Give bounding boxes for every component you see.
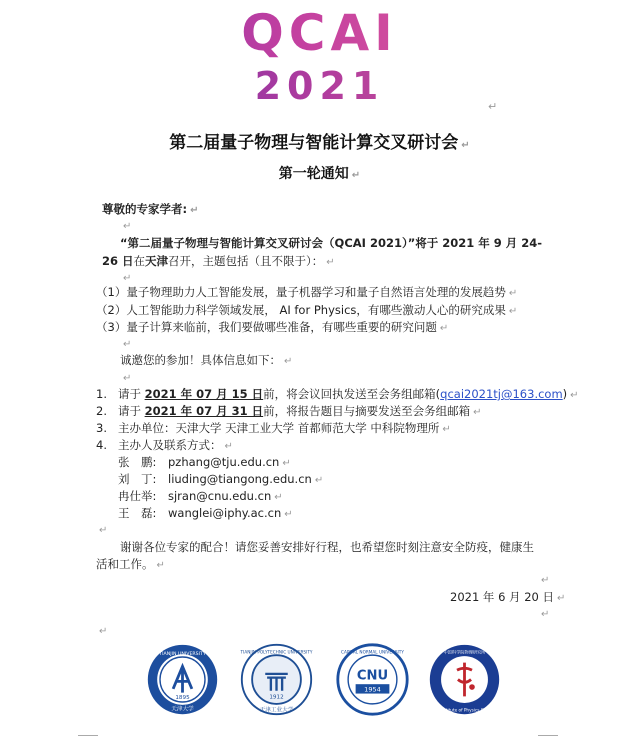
empty-paragraph [120, 270, 131, 284]
paragraph-mark-icon: ↵ [439, 323, 449, 334]
paragraph-mark-icon: ↵ [282, 458, 291, 469]
svg-text:TIANJIN UNIVERSITY: TIANJIN UNIVERSITY [159, 652, 206, 658]
paragraph-mark-icon: ↵ [284, 509, 293, 520]
paragraph-mark-icon: ↵ [123, 273, 132, 284]
thanks-line-1: 谢谢各位专家的配合！请您妥善安排好行程，也希望您时刻注意安全防疫，健康生 [120, 540, 534, 554]
organizer-logos [145, 642, 505, 722]
svg-text:1912: 1912 [269, 694, 284, 701]
empty-paragraph [96, 623, 107, 637]
paragraph-mark-icon: ↵ [570, 390, 579, 401]
cnu-logo-icon [335, 642, 410, 717]
intro-line-2: 26 日在天津召开，主题包括（且不限于）： ↵ [102, 254, 335, 268]
svg-text:1954: 1954 [364, 685, 381, 694]
footer-rule [538, 735, 558, 736]
contact-row: 冉仕举: sjran@cnu.edu.cn ↵ [118, 489, 283, 503]
empty-paragraph [538, 572, 549, 586]
page-subtitle: 第一轮通知 ↵ [278, 166, 361, 182]
paragraph-mark-icon: ↵ [123, 373, 132, 384]
svg-text:CAPITAL NORMAL UNIVERSITY: CAPITAL NORMAL UNIVERSITY [341, 649, 404, 655]
svg-text:1895: 1895 [175, 695, 190, 702]
paragraph-mark-icon: ↵ [123, 339, 132, 350]
tgu-logo-icon [239, 642, 314, 717]
paragraph-mark-icon: ↵ [442, 424, 451, 435]
paragraph-mark-icon: ↵ [326, 257, 335, 268]
paragraph-mark-icon: ↵ [508, 288, 518, 299]
qcai-logo-year: 2021 [0, 66, 639, 106]
svg-text:CNU: CNU [356, 668, 389, 684]
svg-text:Institute of Physics CAS: Institute of Physics CAS [439, 707, 490, 713]
footer-rule [78, 735, 98, 736]
empty-paragraph [120, 370, 131, 384]
paragraph-mark-icon: ↵ [123, 221, 132, 232]
paragraph-mark-icon: ↵ [351, 170, 361, 181]
paragraph-mark-icon: ↵ [541, 575, 550, 586]
contact-email[interactable]: wanglei@iphy.ac.cn [168, 506, 282, 520]
svg-text:中国科学院物理研究所: 中国科学院物理研究所 [443, 649, 486, 655]
topic-item: （1）量子物理助力人工智能发展，量子机器学习和量子自然语言处理的发展趋势 ↵ [96, 285, 518, 299]
contact-email[interactable]: pzhang@tju.edu.cn [168, 455, 280, 469]
paragraph-mark-icon: ↵ [314, 475, 324, 486]
paragraph-mark-icon: ↵ [99, 525, 108, 536]
thanks-line-2: 活和工作。 ↵ [96, 557, 165, 571]
contact-row: 王 磊: wanglei@iphy.ac.cn ↵ [118, 506, 293, 520]
empty-paragraph [120, 218, 131, 232]
empty-paragraph [120, 336, 131, 350]
iop-cas-logo-icon [427, 642, 502, 717]
topic-item: （2）人工智能助力科学领域发展， AI for Physics，有哪些激动人心的研究成果 ↵ [96, 303, 518, 317]
contact-row: 张 鹏: pzhang@tju.edu.cn ↵ [118, 455, 291, 469]
paragraph-mark-icon: ↵ [461, 140, 470, 151]
paragraph-mark-icon: ↵ [284, 356, 293, 367]
svg-text:TIANJIN POLYTECHNIC UNIVERSITY: TIANJIN POLYTECHNIC UNIVERSITY [240, 649, 313, 655]
empty-paragraph [538, 606, 549, 620]
salutation: 尊敬的专家学者: ↵ [102, 202, 199, 216]
info-item-3: 3. 主办单位：天津大学 天津工业大学 首都师范大学 中科院物理所 ↵ [96, 421, 451, 435]
contact-email[interactable]: sjran@cnu.edu.cn [168, 489, 272, 503]
tju-logo-icon [145, 642, 220, 717]
email-link[interactable]: qcai2021tj@163.com [440, 387, 563, 401]
paragraph-mark-icon: ↵ [488, 100, 498, 113]
page-title: 第二届量子物理与智能计算交叉研讨会 ↵ [169, 133, 470, 153]
paragraph-mark-icon: ↵ [99, 626, 108, 637]
paragraph-mark-icon: ↵ [473, 407, 482, 418]
contact-email[interactable]: liuding@tiangong.edu.cn [168, 472, 312, 486]
svg-text:天津大学: 天津大学 [171, 706, 194, 713]
document-date: 2021 年 6 月 20 日 ↵ [450, 590, 566, 604]
paragraph-mark-icon: ↵ [557, 593, 566, 604]
paragraph-mark-icon: ↵ [190, 205, 199, 216]
paragraph-mark-icon: ↵ [274, 492, 283, 503]
qcai-logo-text: QCAI [0, 8, 639, 58]
info-item-1: 1. 请于 2021 年 07 月 15 日前，将会议回执发送至会务组邮箱(qcai2021tj@163.com) ↵ [96, 387, 579, 401]
empty-paragraph [96, 522, 107, 536]
invite-line: 诚邀您的参加！具体信息如下： ↵ [120, 353, 293, 367]
topic-item: （3）量子计算来临前，我们要做哪些准备，有哪些重要的研究问题 ↵ [96, 320, 449, 334]
paragraph-mark-icon: ↵ [156, 560, 165, 571]
contact-row: 刘 丁: liuding@tiangong.edu.cn ↵ [118, 472, 324, 486]
paragraph-mark-icon: ↵ [508, 306, 518, 317]
paragraph-mark-icon: ↵ [541, 609, 550, 620]
paragraph-mark-icon: ↵ [224, 441, 233, 452]
info-item-2: 2. 请于 2021 年 07 月 31 日前，将报告题目与摘要发送至会务组邮箱 ↵ [96, 404, 482, 418]
info-item-4: 4. 主办人及联系方式： ↵ [96, 438, 233, 452]
intro-line-1: “第二届量子物理与智能计算交叉研讨会（QCAI 2021）”将于 2021 年 9 月 24- [120, 236, 543, 250]
svg-text:天津工业大学: 天津工业大学 [259, 707, 294, 714]
